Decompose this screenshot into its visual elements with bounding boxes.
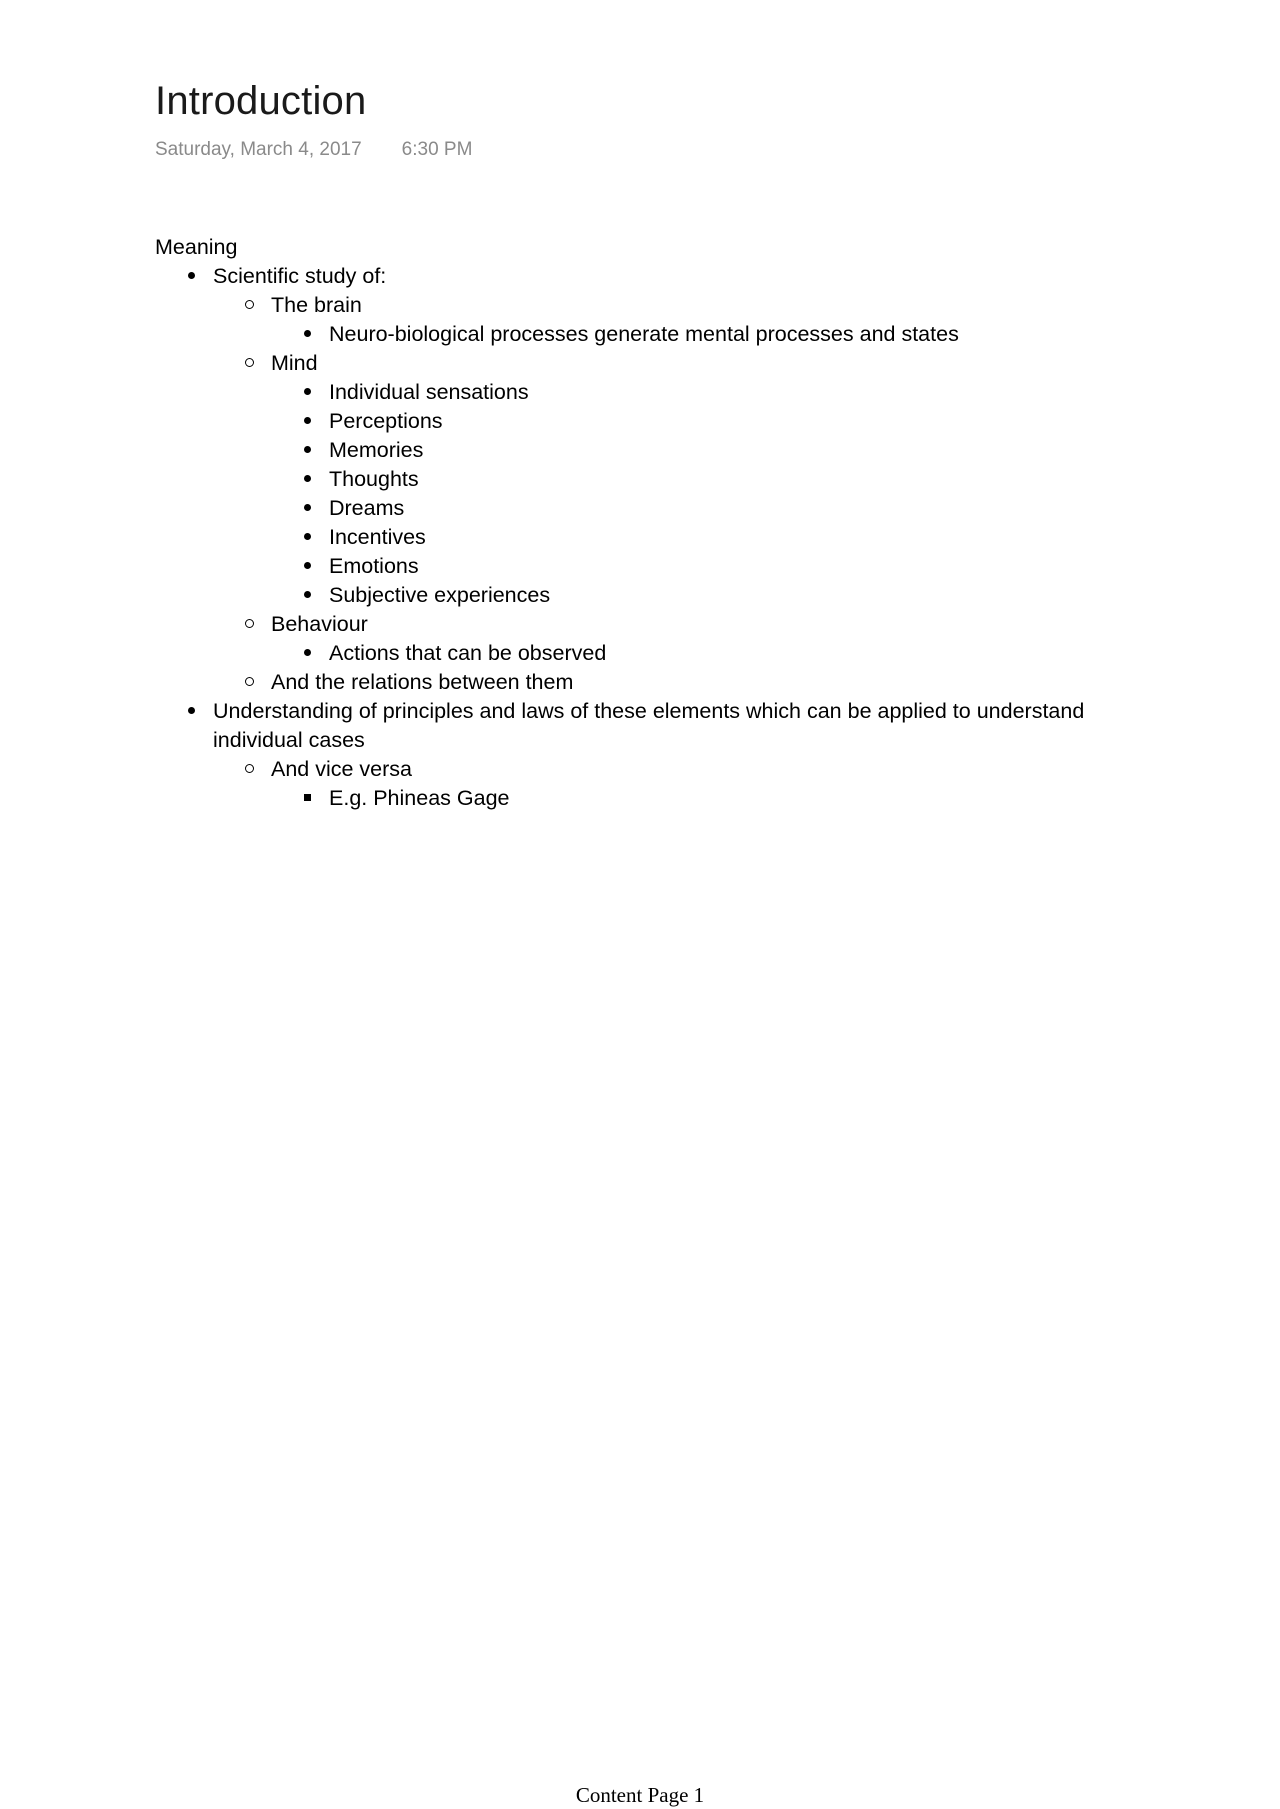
disc-bullet-icon: [297, 436, 317, 465]
list-item-text: Emotions: [329, 554, 419, 578]
outline-list: [155, 262, 1115, 813]
disc-bullet-icon: [297, 465, 317, 494]
disc-bullet-icon: [297, 581, 317, 610]
list-item: [155, 291, 1115, 320]
list-item-text: Thoughts: [329, 467, 419, 491]
circle-bullet-icon: [239, 349, 259, 378]
list-item-text: Memories: [329, 438, 424, 462]
page-date: Saturday, March 4, 2017: [155, 139, 362, 160]
list-item-text: E.g. Phineas Gage: [329, 786, 510, 810]
disc-bullet-icon: [297, 407, 317, 436]
list-item-text: Scientific study of:: [213, 264, 387, 288]
square-bullet-icon: [297, 784, 317, 813]
list-item: [155, 639, 1115, 668]
disc-bullet-icon: [297, 552, 317, 581]
list-item: [155, 755, 1115, 784]
list-item: [155, 494, 1115, 523]
disc-bullet-icon: [297, 378, 317, 407]
list-item: [155, 697, 1115, 755]
list-item-text: Mind: [271, 351, 318, 375]
list-item: [155, 349, 1115, 378]
list-item: [155, 523, 1115, 552]
page-footer: Content Page 1: [575, 1783, 705, 1807]
note-body: [155, 233, 1115, 813]
list-item: [155, 262, 1115, 291]
list-item-text: Individual sensations: [329, 380, 529, 404]
list-item-text: Incentives: [329, 525, 426, 549]
list-item-text: The brain: [271, 293, 362, 317]
disc-bullet-icon: [297, 320, 317, 349]
list-item: [155, 407, 1115, 436]
list-item-text: Dreams: [329, 496, 405, 520]
list-item: [155, 465, 1115, 494]
list-item: [155, 320, 1115, 349]
list-item: [155, 552, 1115, 581]
circle-bullet-icon: [239, 610, 259, 639]
circle-bullet-icon: [239, 291, 259, 320]
page-timestamp: [155, 139, 472, 162]
list-item: [155, 610, 1115, 639]
page-time: 6:30 PM: [401, 139, 473, 160]
list-item-text: Subjective experiences: [329, 583, 551, 607]
disc-bullet-icon: [181, 262, 201, 291]
list-item-text: And the relations between them: [271, 670, 574, 694]
section-heading: Meaning: [155, 235, 238, 259]
disc-bullet-icon: [297, 523, 317, 552]
disc-bullet-icon: [181, 697, 201, 726]
list-item: [155, 378, 1115, 407]
list-item: [155, 436, 1115, 465]
circle-bullet-icon: [239, 668, 259, 697]
list-item-text: Behaviour: [271, 612, 368, 636]
list-item-text: Actions that can be observed: [329, 641, 607, 665]
page-title: Introduction: [155, 79, 367, 123]
list-item-text: Neuro-biological processes generate mental processes and states: [329, 322, 959, 346]
list-item-text: And vice versa: [271, 757, 413, 781]
disc-bullet-icon: [297, 639, 317, 668]
list-item-text: Understanding of principles and laws of these elements which can be applied to understand individual cases: [213, 699, 1085, 752]
disc-bullet-icon: [297, 494, 317, 523]
list-item-text: Perceptions: [329, 409, 443, 433]
circle-bullet-icon: [239, 755, 259, 784]
list-item: [155, 668, 1115, 697]
list-item: [155, 784, 1115, 813]
list-item: [155, 581, 1115, 610]
